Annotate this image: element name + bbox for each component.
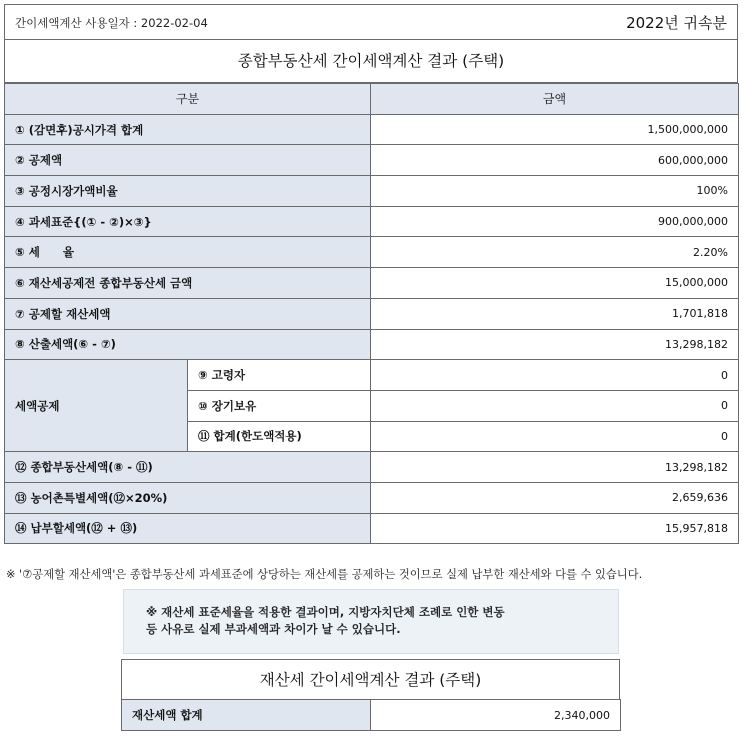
table-row (5, 268, 739, 299)
row-label: ⑥ 재산세공제전 종합부동산세 금액 (5, 268, 371, 299)
table-header-row (5, 84, 739, 115)
column-header-category: 구분 (5, 84, 371, 115)
table-row (5, 513, 739, 544)
credit-item-value: 0 (371, 360, 739, 391)
page-header (4, 4, 738, 40)
row-label: ⑤ 세 율 (5, 237, 371, 268)
row-value: 2.20% (371, 237, 739, 268)
row-value: 2,659,636 (371, 482, 739, 513)
property-tax-label: 재산세액 합계 (122, 700, 371, 731)
table-row (5, 360, 739, 391)
table-row (5, 176, 739, 207)
property-tax-table (121, 699, 621, 731)
property-tax-title: 재산세 간이세액계산 결과 (주택) (121, 659, 620, 700)
row-value: 600,000,000 (371, 145, 739, 176)
table-row (5, 237, 739, 268)
row-value: 1,500,000,000 (371, 114, 739, 145)
credit-item-value: 0 (371, 421, 739, 452)
row-label: ⑧ 산출세액(⑥ - ⑦) (5, 329, 371, 360)
row-label: ⑦ 공제할 재산세액 (5, 298, 371, 329)
table-row (5, 452, 739, 483)
row-label: ⑭ 납부할세액(⑫ + ⑬) (5, 513, 371, 544)
tax-year-label: 2022년 귀속분 (626, 14, 727, 32)
row-value: 13,298,182 (371, 452, 739, 483)
credit-item-value: 0 (371, 390, 739, 421)
credit-item-label: ⑨ 고령자 (188, 360, 371, 391)
tax-credit-group-label: 세액공제 (5, 360, 188, 452)
row-value: 100% (371, 176, 739, 207)
table-row (122, 700, 621, 731)
row-label: ⑫ 종합부동산세액(⑧ - ⑪) (5, 452, 371, 483)
notice-line: 등 사유로 실제 부과세액과 차이가 날 수 있습니다. (146, 622, 401, 636)
usage-date-label: 간이세액계산 사용일자 : 2022-02-04 (15, 16, 208, 30)
row-value: 900,000,000 (371, 206, 739, 237)
table-row (5, 298, 739, 329)
credit-item-label: ⑩ 장기보유 (188, 390, 371, 421)
result-table (4, 83, 739, 544)
row-label: ④ 과세표준{(① - ②)×③} (5, 206, 371, 237)
row-label: ⑬ 농어촌특별세액(⑫×20%) (5, 482, 371, 513)
result-title: 종합부동산세 간이세액계산 결과 (주택) (4, 40, 738, 83)
row-label: ③ 공정시장가액비율 (5, 176, 371, 207)
footnote: ※ '⑦공제할 재산세액'은 종합부동산세 과세표준에 상당하는 재산세를 공제하는 것이므로 실제 납부한 재산세와 다를 수 있습니다. (6, 568, 643, 581)
row-label: ② 공제액 (5, 145, 371, 176)
table-row (5, 329, 739, 360)
row-value: 15,957,818 (371, 513, 739, 544)
row-label: ① (감면후)공시가격 합계 (5, 114, 371, 145)
row-value: 13,298,182 (371, 329, 739, 360)
notice-box (123, 589, 619, 654)
table-row (5, 206, 739, 237)
column-header-amount: 금액 (371, 84, 739, 115)
table-row (5, 482, 739, 513)
notice-line: ※ 재산세 표준세율을 적용한 결과이며, 지방자치단체 조례로 인한 변동 (146, 605, 505, 619)
table-row (5, 114, 739, 145)
property-tax-value: 2,340,000 (371, 700, 621, 731)
row-value: 15,000,000 (371, 268, 739, 299)
credit-item-label: ⑪ 합계(한도액적용) (188, 421, 371, 452)
table-row (5, 145, 739, 176)
row-value: 1,701,818 (371, 298, 739, 329)
